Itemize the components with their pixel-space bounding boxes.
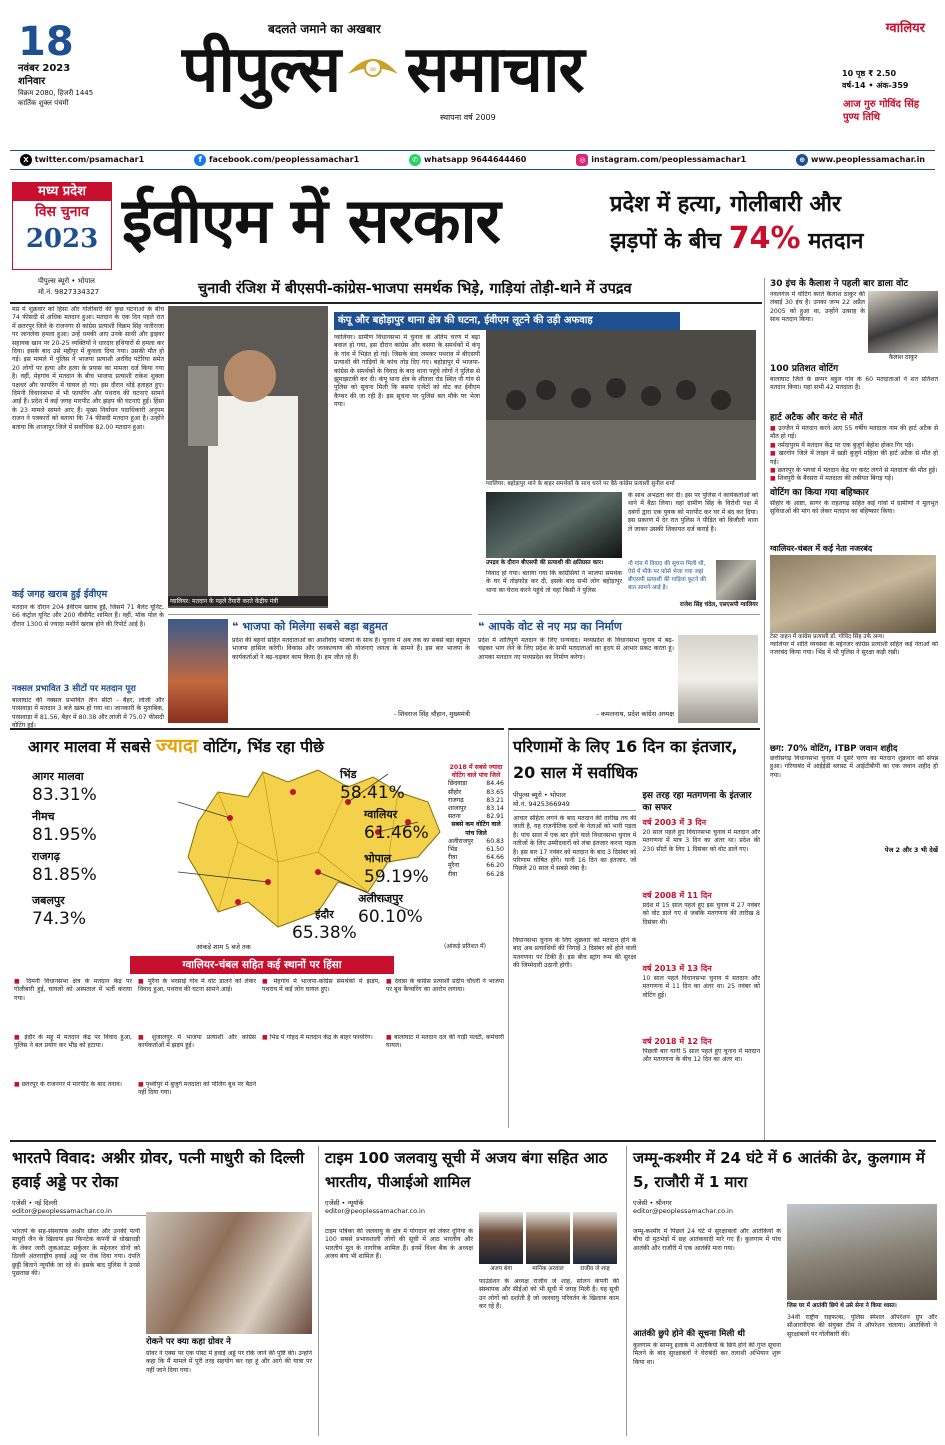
stat-bhind: भिंड 58.41%	[340, 768, 405, 803]
byline-mobile: मो.नं. 9827334327	[38, 288, 100, 296]
bharatpe-byline: एजेंसी • नई दिल्ली	[12, 1199, 58, 1207]
year-body: 20 साल पहले हुए विधानसभा चुनाव में मतदान और मतगणना में मात्र 3 दिन का अंतर था। प्रदेश की 230 सीटों के लिए 1 दिसंबर को वोट डाले गए।	[642, 829, 760, 853]
quote-bjp-head: ❝ भाजपा को मिलेगा सबसे बड़ा बहुमत	[232, 620, 388, 633]
body-naxal: बालाघाट की नक्सल प्रभावित तीन सीटों - बैहर, लांजी और परसवाड़ा में मतदान 3 बजे खत्म हो गया था। जानकारी के मुताबिक, परसवाड़ा में 81.56, बैहर में 80.38 और लांजी में 75.07 फीसदी वोटिंग हुई।	[12, 697, 164, 730]
lead-subhead: चुनावी रंजिश में बीएसपी-कांग्रेस-भाजपा समर्थक भिड़े, गाड़ियां तोड़ी-थाने में उपद्रव	[198, 281, 632, 297]
result-body2: विधानसभा चुनाव के लिए शुक्रवार को मतदान होने के बाद अब प्रत्याशियों की निगाहें 3 दिसंबर को होने वाली मतगणना पर टिकी हैं। इस बीच स्ट्रांग रूम की सुरक्षा की जिम्मेदारी उठानी होगी।	[513, 937, 637, 970]
rc-photo	[868, 291, 938, 361]
established: स्थापना वर्ष 2009	[440, 113, 496, 122]
violence-item: ■ मुरैना के भरसाई गांव में वोट डालने को लेकर विवाद हुआ, पथराव की घटना सामने आई।	[138, 978, 256, 1030]
lead-byline	[38, 276, 99, 298]
district-name: अलीराजपुर	[448, 837, 474, 845]
violence-item: ■ दिमनी विधानसभा क्षेत्र के मतदान केंद्र पर गोलीबारी हुई, घायलों को अस्पताल में भर्ती कराया गया।	[14, 978, 132, 1030]
kashmir-head: जम्मू-कश्मीर में 24 घंटे में 6 आतंकी ढेर, कुलगाम में 5, राजौरी में 1 मारा	[633, 1149, 925, 1191]
result-body: आचार संहिता लगने के बाद मतदान की तारीख तय की जाती है, यह राजनीतिक दलों के नेताओं को भारी पड़ता है। पांच साल में एक बार होने वाले विधानसभा चुनाव में नतीजों के लिए उम्मीदवारों को लंबा इंतजार करना पड़ता है। इस बार 17 नवंबर को मतदान के बाद 3 दिसंबर को परिणाम घोषित होंगे। यानी 16 दिन का इंतजार, जो पिछले 20 साल में सबसे लंबा है।	[513, 815, 637, 873]
rc-sub2: हार्ट अटैक और करंट से मौतें	[770, 413, 863, 423]
kashmir-email: editor@peoplessamachar.co.in	[633, 1207, 733, 1215]
lead-headline: ईवीएम में सरकार	[122, 184, 500, 257]
district-row	[448, 789, 504, 797]
social-web[interactable]: ⊕ www.peoplessamachar.in	[796, 154, 925, 166]
minister-illustration	[168, 306, 328, 608]
year-head: वर्ष 2013 में 13 दिन	[642, 964, 712, 973]
photo-protest	[486, 330, 756, 480]
portrait-banga	[479, 1212, 523, 1264]
rc-bullet: ■ खरगोन जिले में लाइन में खड़ी बुजुर्ग महिला की हार्ट अटैक से मौत हो गई।	[770, 450, 938, 467]
twitter-icon: X	[20, 154, 32, 166]
stat-gwalior: ग्वालियर 61.46%	[364, 808, 429, 843]
photo-caption-left: ग्वालियर: मतदान के पहले तैयारी करते केंद्रीय मंत्री	[168, 596, 328, 606]
low-head: सबसे कम वोटिंग वाले पांच जिले	[451, 821, 501, 837]
date-samvat: विक्रम 2080, हिजरी 1445	[18, 89, 94, 97]
kashmir-body: जम्मू-कश्मीर में पिछले 24 घंटे में सुरक्षाबलों और आतंकियों के बीच दो मुठभेड़ों में छह आतंकवादी मारे गए हैं। कुलगाम में पांच आतंकी और राजौरी में एक आतंकी मारा गया।	[633, 1228, 781, 1252]
kashmir-byline: एजेंसी • श्रीनगर	[633, 1199, 672, 1207]
social-instagram[interactable]: ◎ instagram.com/peoplessamachar1	[576, 154, 746, 166]
photo-car	[486, 492, 622, 558]
rc-sub1: 100 प्रतिशत वोटिंग	[770, 364, 839, 374]
rc-sub4: ग्वालियर-चंबल में कई नेता नजरबंद	[770, 543, 873, 553]
district-value: 84.46	[486, 780, 504, 788]
year-head: वर्ष 2008 में 11 दिन	[642, 891, 712, 900]
district-name: रीवा	[448, 870, 458, 878]
price-block: 10 पृष्ठ ₹ 2.50 वर्ष-14 • अंक-359	[842, 68, 937, 92]
quote-bjp	[168, 614, 472, 726]
grover-photo	[146, 1212, 312, 1334]
violence-item: ■ देवास के कांग्रेस प्रत्याशी प्रदीप चौधरी ने भाजपा पर बूथ कैप्चरिंग का आरोप लगाया।	[386, 978, 504, 1030]
district-name: सीहोर	[448, 788, 462, 796]
issue: अंक-359	[876, 81, 909, 90]
district-name: मुरैना	[448, 862, 460, 870]
rc-body5: छत्तीसगढ़ विधानसभा चुनाव में दूसरे चरण का मतदान शुक्रवार को संपन्न हुआ। गरियाबंद में आईईडी ब्लास्ट में आईटीबीपी का एक जवान शहीद हो गया।	[770, 754, 938, 779]
rule	[10, 302, 762, 304]
district-value: 66.20	[486, 862, 504, 870]
violence-item: ■ बालाघाट में मतदान दल की गाड़ी पलटी, कर्मचारी घायल।	[386, 1034, 504, 1079]
year-body: प्रदेश में 15 साल पहले हुए इस चुनाव में 27 नवंबर को वोट डाले गए थे जबकि मतगणना की तारीख 8 दिसंबर थी।	[642, 902, 760, 926]
malwa-section	[10, 728, 504, 952]
year-body: पिछली बार यानी 5 साल पहले हुए चुनाव में मतदान और मतगणना के बीच 12 दिन का अंतर था।	[642, 1048, 760, 1064]
lead-body: मप्र में शुक्रवार को हिंसा और गोलीबारी की कुछ घटनाओं के बीच 74 फीसदी से अधिक मतदान हुआ। मतदान के एक दिन पहले रात में छतरपुर जिले के राजनगर से कांग्रेस प्रत्याशी विक्रम सिंह नातीराजा पर जानलेवा हमला हुआ। उन्हें धमकी आए उनके साथी और ड्राइवर सहायक खान पर 20-25 व्यक्तियों ने धारदार हथियारों से हमला कर दिया। इसके बाद उसे महीपुर में कुचला दिया गया। उसकी मौत हो गई। इस मामले में पुलिस ने भाजपा प्रत्याशी अरविंद पटेरिया समेत 20 लोगों पर हत्या और हत्या के प्रयास का मामला दर्ज किया गया है। वहीं, मेहगांव में मतदान के बीच भाजपा प्रत्याशी राकेश शुक्ला पक्षधर और फायरिंग में घायल हो गए। इस दौरान थोड़े हताहत हुए। दिमनी विधानसभा में भी फायरिंग और पथराव की घटनाएं सामने आईं हैं। प्रदेश में कई जगह मारपीट और झड़प की घटनाएं हुईं। हिंसा के 23 मामले सामने आए हैं। मुख्य निर्वाचन पदाधिकारी अनुपम राजन ने पत्रकारों को बताया कि 74 फीसदी मतदान हुआ है। उन्होंने बताया कि शाजापुर जिले में सर्वाधिक 82.00 मतदान हुआ।	[12, 306, 164, 431]
quote-cong-head: ❝ आपके वोट से नए मप्र का निर्माण	[478, 620, 622, 633]
portrait-shah	[573, 1212, 617, 1264]
district-value: 60.83	[486, 837, 504, 845]
source-note: (आंकड़े प्रतिशत में)	[444, 943, 486, 950]
time100-byline: एजेंसी • न्यूयॉर्क	[325, 1199, 364, 1207]
election-badge	[12, 182, 112, 270]
date-weekday: शनिवार	[18, 76, 46, 87]
social-whatsapp[interactable]: ✆ whatsapp 9644644460	[409, 154, 526, 166]
body-evm: मतदान के दौरान 204 ईवीएम खराब हुईं, जिसमें 71 बैलेट यूनिट, 66 कंट्रोल यूनिट और 200 वीवीपैट शामिल हैं। वहीं, मॉक पोल के दौरान 1300 से ज्यादा मशीनें खराब होने की रिपोर्ट आई है।	[12, 604, 164, 628]
logo-emblem	[346, 48, 400, 92]
kashmir-body3: 34वीं राष्ट्रीय राइफल्स, पुलिस स्पेशल ऑपरेशन ग्रुप और सीआरपीएफ की संयुक्त टीम ने ऑपरेशन चलाया। आतंकियों ने सुरक्षाबलों पर गोलीबारी की।	[787, 1314, 937, 1338]
district-value: 83.14	[486, 805, 504, 813]
top-head: 2018 में सबसे ज्यादा वोटिंग वाले पांच जिले	[449, 764, 503, 780]
kashmir-photo	[787, 1204, 937, 1300]
stat-alirajpur: अलीराजपुर 60.10%	[358, 892, 423, 927]
result-section	[508, 728, 760, 1128]
stat-rajgarh: राजगढ़ 81.85%	[32, 850, 97, 885]
violence-grid	[14, 978, 504, 1128]
stat-jabalpur: जबलपुर 74.3%	[32, 894, 87, 929]
violence-item: ■ छतरपुर के राजनगर में मारपीट के बाद तनाव।	[14, 1081, 132, 1126]
quote-bjp-body: प्रदेश की बहनों सहित मतदाताओं का आशीर्वाद भाजपा के साथ है। चुनाव में अब तक का सबसे बड़ा बहुमत भाजपा हासिल करेगी। विकास और जनकल्याण की योजनाएं जनता के सामने हैं। इस बार भाजपा के कार्यकर्ताओं ने बढ़-चढ़कर काम किया है। हम जीत रहे हैं।	[232, 637, 470, 661]
district-row	[448, 838, 504, 846]
rc-head: 30 इंच के कैलाश ने पहली बार डाला वोट	[770, 279, 909, 289]
year-head: वर्ष 2018 में 12 दिन	[642, 1037, 712, 1046]
time100-portraits	[479, 1212, 619, 1272]
rc-photo2-caption: टेस्ट वाहन में कांग्रेस प्रत्याशी डॉ. गोविंद सिंह उर्फ अन्य।	[770, 633, 885, 640]
kamalnath-portrait	[678, 635, 758, 723]
quote-cong-body: प्रदेश में शांतिपूर्ण मतदान के लिए धन्यवाद। मध्यप्रदेश के विधानसभा चुनाव में बढ़-चढ़कर भाग लेने के लिए प्रदेश के सभी मतदाताओं का हृदय से आभार प्रकट करता हूं। आपका मतदान नए मध्यप्रदेश का निर्माण करेगा।	[478, 637, 674, 661]
stat-agar: आगर मालवा 83.31%	[32, 770, 97, 805]
district-value: 83.65	[486, 788, 504, 796]
portrait-label: राजीव जे शाह	[580, 1266, 610, 1272]
bharatpe-head: भारतपे विवाद: अश्नीर ग्रोवर, पत्नी माधुरी को दिल्ली हवाई अड्डे पर रोका	[12, 1149, 305, 1191]
sp-portrait	[716, 560, 756, 600]
quote-icon: ❝	[478, 620, 485, 633]
district-name: राजगढ़	[448, 796, 464, 804]
malwa-headline: आगर मालवा में सबसे ज्यादा वोटिंग, भिंड रहा पीछे	[28, 735, 324, 757]
whatsapp-icon: ✆	[409, 154, 421, 166]
side-line2a: झड़पों के बीच	[610, 229, 722, 254]
side-percent: 74%	[728, 221, 801, 256]
rc-sub5: छग: 70% वोटिंग, ITBP जवान शहीद	[770, 743, 898, 754]
district-name: रीवा	[448, 854, 458, 862]
quote-bjp-name: - शिवराज सिंह चौहान, मुख्यमंत्री	[393, 710, 470, 718]
city-label: ग्वालियर	[885, 21, 925, 36]
quote-sp-text: नौ गांव में विवाद की सूचना मिली थी, ऐसे में मौके पर फोर्स भेजा गया जहां बीएसपी प्रत्याशी की गाड़ियां फूटने की बात सामने आई है।	[628, 561, 706, 591]
violence-item: ■ शुजालपुर में भाजपा प्रत्याशी और कांग्रेस कार्यकर्ताओं में झड़प हुई।	[138, 1034, 256, 1079]
result-headline: परिणामों के लिए 16 दिन का इंतजार, 20 साल में सर्वाधिक	[513, 737, 738, 782]
district-name: भिंड	[448, 846, 458, 854]
district-value: 66.28	[486, 870, 504, 878]
quote-cong	[478, 614, 760, 726]
district-row	[448, 846, 504, 854]
district-value: 61.50	[486, 846, 504, 854]
rc-body: नवलगंज में वोटिंग करते कैलाश ठाकुर की लंबाई 30 इंच है। उनका जन्म 22 अप्रैल 2005 को हुआ था, उन्होंने उत्साह के साथ मतदान किया।	[770, 291, 865, 324]
kicker-blue: कंपू और बहोड़ापुर थाना क्षेत्र की घटना, ईवीएम लूटने की उड़ी अफवाह	[334, 312, 680, 330]
kailash-photo	[868, 291, 938, 353]
facebook-icon: f	[194, 154, 206, 166]
rc-photo2	[770, 555, 936, 633]
social-bar	[10, 150, 935, 170]
story-bharatpe	[12, 1146, 312, 1436]
violence-item: ■ पृथ्वीपुर में बुजुर्ग मतदाता को पोलिंग बूथ पर बैठने नहीं दिया गया।	[138, 1081, 256, 1126]
rc-bullet: ■ छतरपुर के भगवां में मतदान केंद्र पर करंट लगने से मतदाता की मौत हुई।	[770, 467, 938, 475]
story-time100	[318, 1146, 620, 1436]
story-kashmir	[626, 1146, 938, 1436]
quote-sp	[628, 560, 758, 612]
pages-price: 10 पृष्ठ ₹ 2.50	[842, 69, 897, 78]
bharatpe-sub: रोकने पर क्या कहा ग्रोवर ने	[146, 1337, 231, 1347]
globe-icon: ⊕	[796, 154, 808, 166]
quote-cong-name: - कमलनाथ, प्रदेश कांग्रेस अध्यक्ष	[596, 710, 674, 718]
body-car: विवाद हो गया। बताया गया कि कांग्रेसियों ने भाजपा समर्थक के घर में तोड़फोड़ कर दी, इसके बाद सभी लोग बहोड़ापुर थाना का घेराव करने पहुंचे तो वहां किसी ने पुलिस	[486, 570, 622, 594]
date-day: 18	[18, 19, 74, 65]
rc-bullet: ■ नर्मदापुरम में मतदान केंद्र पर एक बुजुर्ग बेहोश होकर गिर पड़े।	[770, 442, 938, 450]
stat-indore: इंदौर 65.38%	[292, 908, 357, 943]
badge-year: 2023	[25, 224, 99, 254]
result-byline: पीपुल्स ब्यूरो • भोपाल	[513, 791, 566, 799]
tagline: बदलते जमाने का अखबार	[268, 22, 381, 36]
district-name: शाजापुर	[448, 805, 467, 813]
bharatpe-body2: ग्रोवर ने एक्स पर एक पोस्ट में हवाई अड्डे पर रोके जाने की पुष्टि की। उन्होंने कहा कि मैं मामले में पूरी तरह सहयोग कर रहा हूं और आगे की यात्रा पर नहीं जाने दिया गया।	[146, 1350, 312, 1374]
social-twitter[interactable]: X twitter.com/psamachar1	[20, 154, 144, 166]
violence-item: ■ मेहगांव में भाजपा-कांग्रेस समर्थकों में झड़प, पथराव में कई लोग घायल हुए।	[262, 978, 380, 1030]
violence-item: ■ भिंड में गोहद में मतदान केंद्र के बाहर फायरिंग।	[262, 1034, 380, 1079]
portrait-label: अजय बंगा	[489, 1266, 512, 1272]
map-marker	[290, 789, 296, 795]
rc-continued: पेज 2 और 3 भी देखें	[884, 845, 938, 854]
result-sub: इस तरह रहा मतगणना के इंतजार का सफर	[642, 791, 752, 813]
rc-bullet: ■ उज्जैन में मतदान करने आए 55 वर्षीय मतदाता नाम की हार्ट अटैक से मौत हो गई।	[770, 425, 938, 442]
district-row	[448, 871, 504, 879]
cm-portrait	[168, 619, 228, 723]
body-mid2: के साथ अभद्रता कर दी। इस पर पुलिस ने कार्यकर्ताओं को थाने में बैठा लिया। वहां ग्रामीण सिंह के विरोधी पक्ष में दबंगों द्वारा एक युवक को मारपीट कर घर में बंद कर दिया। इस प्रकरण में देर रात पुलिस ने पीड़ित को बिजौली थाना ले जाकर उसकी शिकायत दर्ज कराई है।	[628, 492, 758, 533]
photo-caption-mid: ग्वालियर: बहोड़ापुर थाने के बाहर समर्थकों के साथ धरने पर बैठे कांग्रेस प्रत्याशी सुनील शर्मा	[486, 481, 675, 487]
photo-caption-car: उपद्रव के दौरान बीएसपी की प्रत्याशी की क्षतिग्रस्त कार।	[486, 560, 604, 566]
badge-line2: विस चुनाव	[35, 204, 89, 220]
portrait-label: मानिक अरवाल	[532, 1266, 564, 1272]
title-left: पीपुल्स	[182, 33, 341, 107]
time100-email: editor@peoplessamachar.co.in	[325, 1207, 425, 1215]
photo-minister	[168, 306, 328, 608]
district-value: 82.91	[486, 813, 504, 821]
stat-neemuch: नीमच 81.95%	[32, 810, 97, 845]
violence-item: ■ इंदौर के महू में मतदान केंद्र पर विवाद हुआ, पुलिस ने बल प्रयोग कर भीड़ को हटाया।	[14, 1034, 132, 1079]
rc-sub3-body: सीहोर के आष्टा, सागर के राहतगढ़ सहित कई गांवों में ग्रामीणों ने मूलभूत सुविधाओं की मांग को लेकर मतदान का बहिष्कार किया।	[770, 499, 938, 516]
portrait-manik	[526, 1212, 570, 1264]
stat-bhopal: भोपाल 59.19%	[364, 852, 429, 887]
side-line1: प्रदेश में हत्या, गोलीबारी और	[610, 192, 841, 217]
map-marker	[235, 899, 241, 905]
quote-sp-name: राजेश सिंह चंदेल, एसएसपी ग्वालियर	[679, 602, 758, 608]
kashmir-sub: आतंकी छुपे होने की सूचना मिली थी	[633, 1329, 745, 1339]
date-tithi: कार्तिक शुक्ल पंचमी	[18, 99, 69, 107]
lead-side-headline	[610, 188, 940, 259]
district-name: सतना	[448, 813, 461, 821]
time100-body2: फाउंडेशन के अध्यक्ष राजीव जे शाह, सोलन कंपनी की संस्थापक और सीईओ को भी सूची में जगह मिली है। यह सूची उन लोगों को दर्शाती है जो जलवायु परिवर्तन के खिलाफ काम कर रहे हैं।	[479, 1278, 619, 1311]
date-month: नवंबर 2023	[18, 63, 71, 74]
violence-head: ग्वालियर-चंबल सहित कई स्थानों पर हिंसा	[130, 956, 394, 974]
right-column	[764, 278, 938, 1140]
rc-sub1-body: बालाघाट जिले के छप्पर बहुल गांव के 60 मतदाताओं ने शत प्रतिशत मतदान किया। यहां सभी 42 मतदाता हैं।	[770, 376, 938, 392]
rc-bullets	[770, 425, 938, 484]
result-mobile: मो.नं. 9425366949	[513, 799, 636, 811]
byline: पीपुल्स ब्यूरो • भोपाल	[38, 277, 95, 285]
instagram-icon: ◎	[576, 154, 588, 166]
district-row	[448, 862, 504, 870]
district-name: छिंदवाड़ा	[448, 780, 468, 788]
kashmir-caption: जिस घर में आतंकी छिपे थे उसे सेना ने किया ध्वस्त।	[787, 1303, 897, 1309]
district-table	[448, 764, 504, 879]
district-row	[448, 797, 504, 805]
badge-line1: मध्य प्रदेश	[13, 183, 111, 201]
rc-sub3: वोटिंग का किया गया बहिष्कार	[770, 487, 869, 498]
rc-body2: ग्वालियर में शांति व्यवस्था के मद्देनजर कांग्रेस प्रत्याशी सहित कई नेताओं को नजरबंद किया गया। भिंड में भी पुलिस ने सुरक्षा कड़ी रखी।	[770, 640, 938, 657]
bharatpe-body: भारतपे के सह-संस्थापक अश्नीर ग्रोवर और उनकी पत्नी माधुरी जैन के खिलाफ इस फिनटेक कंपनी से धोखाधड़ी के लेकर जारी लुकआउट सर्कुलर के मद्देनजर दोनों को दिल्ली अंतरराष्ट्रीय हवाई अड्डे पर रोक दिया गया। दंपति छुट्टी बिताने न्यूयॉर्क जा रहे थे। इसके बाद पुलिस ने उनसे पूछताछ की।	[12, 1228, 140, 1278]
year-head: वर्ष 2003 में 3 दिन	[642, 818, 707, 827]
body-mid: ग्वालियर। ग्रामीण विधानसभा में चुनाव के अंतिम चरण में बढ़ा बवाल हो गया, इस दौरान कांग्रेस और बसपा के समर्थकों में कंपू के गांव में भिड़ंत हो गई। जिसके बाद जमकर पथराव में बीएसपी प्रत्याशी की गाड़ियों के कांच तोड़ दिए गए। बहोड़ापुर में भाजपा-कांग्रेस के समर्थकों के विवाद के बाद थाना पहुंचे लोगों ने पुलिस से झूमाझटकी कर दी। कंपू थाना क्षेत्र के शीतला रोड स्थित नौ गांव से पुलिस को सूचना मिली कि बसपा एजेंटों को वोट कर ईवीएम कैप्चर की जा रही है। इस सूचना पर पुलिस बल मौके पर भेजा गया।	[334, 334, 480, 409]
district-value: 64.66	[486, 854, 504, 862]
remembrance: आज गुरु गोविंद सिंह पुण्य तिथि	[843, 99, 920, 123]
newspaper-title	[182, 30, 822, 110]
violence-section	[10, 956, 504, 1128]
svg-text:∞: ∞	[369, 65, 377, 75]
sub-evm: कई जगह खराब हुई ईवीएम	[12, 589, 108, 600]
district-row	[448, 805, 504, 813]
sub-naxal: नक्सल प्रभावित 3 सीटों पर मतदान पूरा	[12, 684, 136, 694]
kashmir-body2: कुलगाम के सामनू इलाके में आतंकियों के छिपे होने की गुप्त सूचना मिलने के बाद सुरक्षाबलों ने घेराबंदी कर तलाशी अभियान शुरू किया था।	[633, 1342, 781, 1366]
time100-head: टाइम 100 जलवायु सूची में अजय बंगा सहित आठ भारतीय, पीआईओ शामिल	[325, 1149, 608, 1191]
year-body: 10 साल पहले विधानसभा चुनाव में मतदान और मतगणना में 11 दिन का अंतर था। 25 नवंबर को वोटिंग हुई।	[642, 975, 760, 999]
district-value: 83.21	[486, 796, 504, 804]
date-block	[18, 19, 138, 108]
side-line2b: मतदान	[808, 229, 864, 254]
time100-body: टाइम पत्रिका की जलवायु के क्षेत्र में योगदान को लेकर दुनिया के 100 सबसे प्रभावशाली लोगों की सूची में आठ भारतीय और भारतीय मूल के नागरिक शामिल हैं। इनमें विश्व बैंक के अध्यक्ष अजय बंगा भी शामिल हैं।	[325, 1228, 473, 1261]
bottom-rule	[10, 1140, 936, 1142]
title-right: समाचार	[406, 33, 584, 107]
social-facebook[interactable]: f facebook.com/peoplessamachar1	[194, 154, 359, 166]
rc-bullet: ■ शिवपुरी के बैरसरा में मतदाता की तबीयत बिगड़ गई।	[770, 475, 938, 483]
time-note: आंकड़े शाम 5 बजे तक	[196, 943, 251, 951]
bharatpe-email: editor@peoplessamachar.co.in	[12, 1207, 312, 1216]
district-row	[448, 780, 504, 788]
quote-icon: ❝	[232, 620, 239, 633]
volume: वर्ष-14	[842, 81, 866, 90]
rc-photo-caption: कैलाश ठाकुर	[888, 354, 918, 361]
masthead	[0, 0, 945, 146]
